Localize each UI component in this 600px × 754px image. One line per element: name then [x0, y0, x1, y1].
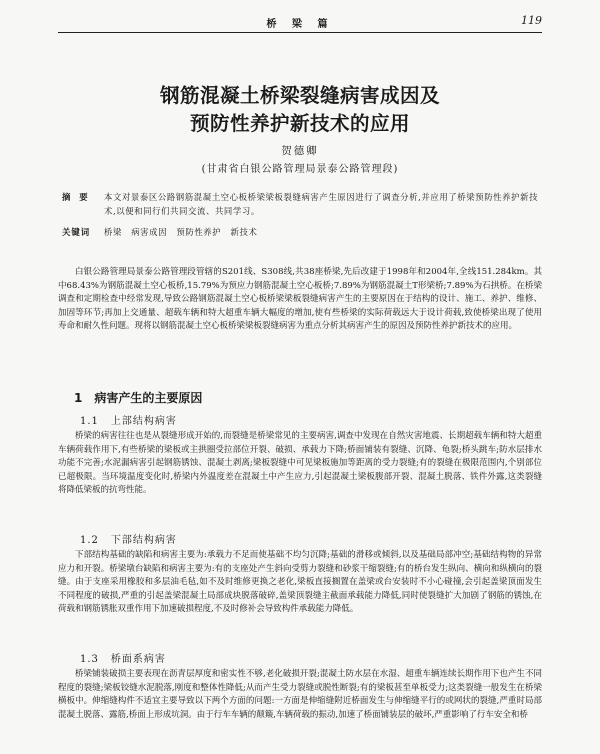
section-1-2-text: 下部结构基础的缺陷和病害主要为:承载力不足而使基础不均匀沉降;基础的滑移或倾斜,以及基础局部冲空;基础结构物的异常应力和开裂。桥梁墩台缺陷和病害主要为:有的支座处产生斜向受剪力裂缝和砂浆干缩裂缝;有的桥台发生纵向、横向和纵横向的裂缝。由于支座采用橡胶和多层油毛毡,如不及时维修更换之老化,梁板直接搁置在盖梁或台安装时不小心碰撞,会引起盖梁顶面发生不同程度的破损,严重的引起盖梁混凝土局部成块脱落破碎,盖梁顶裂缝主截面承载能力降低,同时使裂缝扩大加剧了钢筋的锈蚀,在荷载和钢筋锈胀双重作用下加速破损程度,不及时修补会导致构件承载能力降低。	[58, 550, 542, 615]
section-1-3-heading	[80, 650, 166, 665]
title-line-2: 预防性养护新技术的应用	[189, 112, 410, 135]
section-1-1-body	[58, 430, 542, 498]
section-1-title: 病害产生的主要原因	[94, 391, 203, 405]
section-1-1-number: 1.1	[80, 416, 99, 427]
section-1-1-title: 上部结构病害	[110, 416, 177, 427]
keywords-label: 关键词	[62, 227, 91, 237]
running-header	[58, 14, 542, 33]
title-line-1: 钢筋混凝土桥梁裂缝病害成因及	[159, 84, 440, 107]
section-1-2-number: 1.2	[80, 535, 99, 546]
section-1-2-title: 下部结构病害	[110, 535, 177, 546]
section-1-heading	[74, 389, 202, 406]
intro-text: 白银公路管理局景泰公路管理段管辖的S201线、S308线,共38座桥梁,先后改建于1998年和2004年,全线151.284km。其中68.43%为钢筋混凝土空心板桥,15.79%为预应力钢筋混凝土空心板桥;7.89%为钢筋混凝土T形梁桥;7.89%为石拱桥。在桥梁调查和定期检查中经常发现,导致公路钢筋混凝土空心板桥梁梁板裂缝病害产生的主要原因在于结构的设计、施工、养护、维修、加固等环节;再加上交通量、超载车辆和特大超重车辆大幅度的增加,使有些桥梁的实际荷载远大于设计荷载,致使桥梁出现了使用寿命和耐久性问题。现将以钢筋混凝土空心板桥梁梁板裂缝病害为重点分析其病害产生的原因及预防性养护新技术的应用。	[58, 267, 542, 332]
paper-title	[60, 82, 540, 138]
section-1-3-body	[58, 668, 542, 722]
abstract	[62, 191, 544, 218]
abstract-text: 本文对景泰区公路钢筋混凝土空心板桥梁梁板裂缝病害产生原因进行了调查分析,并应用了桥梁预防性养护新技术,以便和同行们共同交流、共同学习。	[104, 192, 539, 216]
page-number: 119	[521, 14, 542, 27]
author-name: 贺德卿	[281, 145, 319, 157]
journal-name: 桥 梁 篇	[266, 19, 334, 30]
section-1-1-text: 桥梁的病害往往也是从裂缝形成开始的,而裂缝是桥梁常见的主要病害,调查中发现在自然灾害地震、长期超载车辆和特大超重车辆荷载作用下,有些桥梁的梁板或主拱圈受拉部位开裂、破损、承载力下降;桥面铺装有裂缝、沉降、龟裂;桥头跳车;防水层排水功能不完善;水泥漏病害引起钢筋锈蚀、混凝土剥离;梁板裂缝中可见梁板施加等距离的受力裂缝;有的裂缝在极限范围内,个别部位已超极限。当环境温度变化时,桥梁内外温度差在混凝土中产生应力,引起混凝土梁板腹部开裂、混凝土脱落、铁件外露,这类裂缝将降低梁板的抗弯性能。	[58, 431, 542, 496]
section-1-3-title: 桥面系病害	[110, 654, 166, 665]
section-1-1-heading	[80, 412, 177, 427]
author-affiliation: (甘肃省白银公路管理局景泰公路管理段)	[201, 164, 399, 175]
keywords	[62, 226, 544, 238]
section-1-2-heading	[80, 531, 177, 546]
abstract-label: 摘 要	[62, 192, 91, 202]
intro-paragraph	[58, 266, 542, 334]
section-1-3-text: 桥梁铺装破损主要表现在沥青层厚度和密实性不够,老化破损开裂;混凝土防水层在水湿、超重车辆连续长期作用下也产生不同程度的裂缝;梁板铰缝水泥脱落,刚度和整体性降低;从而产生受力裂缝或脱性断裂;有的梁板甚至单板受力;这类裂缝一般发生在桥梁横板中。伸缩缝构件不适宜主要导致以下两个方面的问题:一方面是伸缩缝附近桥面发生与伸缩缝平行的或网状的裂缝,严重时局部混凝土脱落、露筋,桥面上形成坑洞。由于行车车辆的颠簸,车辆荷载的振动,加速了桥面铺装层的破坏,严重影响了行车安全和桥	[58, 669, 542, 720]
keywords-text: 桥梁 病害成因 预防性养护 新技术	[104, 227, 258, 237]
section-1-3-number: 1.3	[80, 654, 99, 665]
section-1-2-body	[58, 549, 542, 617]
section-1-number: 1	[74, 391, 83, 405]
